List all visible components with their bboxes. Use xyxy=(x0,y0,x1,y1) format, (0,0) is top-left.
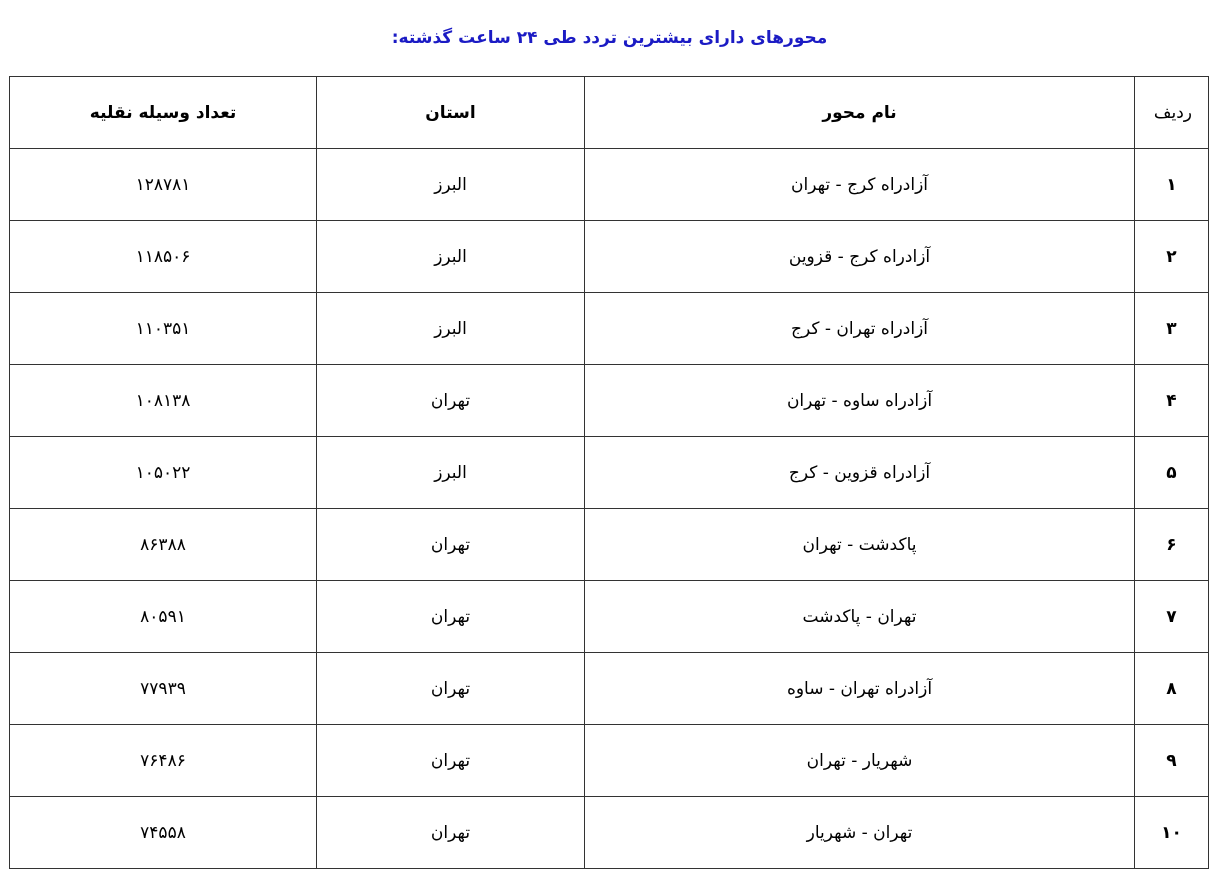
row-number: ۵ xyxy=(1135,437,1209,509)
road-name: شهریار - تهران xyxy=(585,725,1135,797)
road-name: آزادراه تهران - کرج xyxy=(585,293,1135,365)
vehicle-count: ۱۲۸۷۸۱ xyxy=(10,149,317,221)
vehicle-count: ۱۰۸۱۳۸ xyxy=(10,365,317,437)
province: البرز xyxy=(317,221,585,293)
row-number: ۸ xyxy=(1135,653,1209,725)
vehicle-count: ۷۴۵۵۸ xyxy=(10,797,317,869)
vehicle-count: ۱۱۸۵۰۶ xyxy=(10,221,317,293)
province: البرز xyxy=(317,437,585,509)
header-road-name: نام محور xyxy=(585,77,1135,149)
table-row xyxy=(10,365,1209,437)
vehicle-count: ۸۰۵۹۱ xyxy=(10,581,317,653)
province: تهران xyxy=(317,653,585,725)
table-row xyxy=(10,221,1209,293)
province: البرز xyxy=(317,149,585,221)
table-row xyxy=(10,437,1209,509)
vehicle-count: ۸۶۳۸۸ xyxy=(10,509,317,581)
road-name: آزادراه تهران - ساوه xyxy=(585,653,1135,725)
road-name: آزادراه کرج - قزوین xyxy=(585,221,1135,293)
row-number: ۱۰ xyxy=(1135,797,1209,869)
province: تهران xyxy=(317,365,585,437)
row-number: ۹ xyxy=(1135,725,1209,797)
province: تهران xyxy=(317,509,585,581)
header-radif: ردیف xyxy=(1135,77,1209,149)
vehicle-count: ۱۰۵۰۲۲ xyxy=(10,437,317,509)
row-number: ۲ xyxy=(1135,221,1209,293)
road-name: آزادراه قزوین - کرج xyxy=(585,437,1135,509)
table-row xyxy=(10,581,1209,653)
table-header-row xyxy=(10,77,1209,149)
road-name: آزادراه ساوه - تهران xyxy=(585,365,1135,437)
vehicle-count: ۱۱۰۳۵۱ xyxy=(10,293,317,365)
road-name: تهران - پاکدشت xyxy=(585,581,1135,653)
row-number: ۳ xyxy=(1135,293,1209,365)
page-title: محورهای دارای بیشترین تردد طی ۲۴ ساعت گذشته: xyxy=(391,28,828,48)
traffic-table xyxy=(9,76,1209,869)
province: البرز xyxy=(317,293,585,365)
vehicle-count: ۷۶۴۸۶ xyxy=(10,725,317,797)
vehicle-count: ۷۷۹۳۹ xyxy=(10,653,317,725)
table-row xyxy=(10,149,1209,221)
table-row xyxy=(10,653,1209,725)
province: تهران xyxy=(317,581,585,653)
row-number: ۶ xyxy=(1135,509,1209,581)
table-row xyxy=(10,797,1209,869)
row-number: ۷ xyxy=(1135,581,1209,653)
row-number: ۴ xyxy=(1135,365,1209,437)
province: تهران xyxy=(317,725,585,797)
province: تهران xyxy=(317,797,585,869)
header-province: استان xyxy=(317,77,585,149)
table-row xyxy=(10,725,1209,797)
table-row xyxy=(10,509,1209,581)
road-name: تهران - شهریار xyxy=(585,797,1135,869)
road-name: آزادراه کرج - تهران xyxy=(585,149,1135,221)
row-number: ۱ xyxy=(1135,149,1209,221)
header-vehicle-count: تعداد وسیله نقلیه xyxy=(10,77,317,149)
road-name: پاکدشت - تهران xyxy=(585,509,1135,581)
table-row xyxy=(10,293,1209,365)
